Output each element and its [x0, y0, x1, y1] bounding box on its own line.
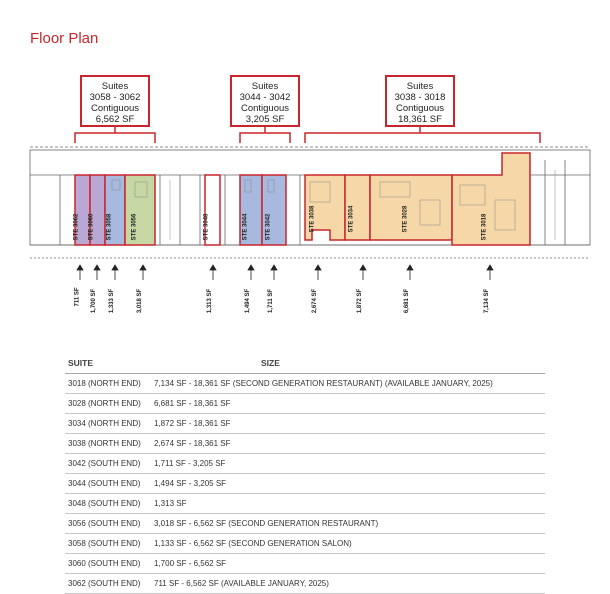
- table-row: [65, 554, 545, 574]
- sf-label: 1,313 SF: [207, 288, 214, 314]
- suite-3018-area: [452, 153, 530, 245]
- table-row: [65, 374, 545, 394]
- callout-line: Contiguous: [240, 103, 290, 114]
- suite-cell: 3058 (SOUTH END): [65, 534, 151, 554]
- sf-label: 1,711 SF: [268, 288, 275, 314]
- table-row: [65, 434, 545, 454]
- size-cell: 2,674 SF - 18,361 SF: [151, 434, 545, 454]
- table-row: [65, 494, 545, 514]
- callout-line: Suites: [251, 81, 279, 92]
- size-cell: 1,313 SF: [151, 494, 545, 514]
- suite-cell: 3042 (SOUTH END): [65, 454, 151, 474]
- callout-suites-3058-3062: [80, 75, 150, 127]
- sf-label: 1,333 SF: [109, 288, 116, 314]
- size-cell: 1,494 SF - 3,205 SF: [151, 474, 545, 494]
- suite-tag: STE 3042: [265, 213, 272, 241]
- table-row: [65, 454, 545, 474]
- table-row: [65, 574, 545, 594]
- sf-label: 7,134 SF: [484, 288, 491, 314]
- callout-line: Suites: [101, 81, 129, 92]
- suite-size-table: [65, 353, 545, 594]
- size-cell: 3,018 SF - 6,562 SF (SECOND GENERATION RESTAURANT): [151, 514, 545, 534]
- callout-line: 3058 - 3062: [89, 92, 141, 103]
- size-cell: 1,133 SF - 6,562 SF (SECOND GENERATION SALON): [151, 534, 545, 554]
- dimension-arrows: [77, 265, 493, 280]
- callout-suites-3044-3042: [230, 75, 300, 127]
- suite-tag: STE 3062: [73, 213, 80, 241]
- suite-tag: STE 3018: [481, 213, 488, 241]
- callout-line: 3,205 SF: [245, 114, 285, 125]
- sf-label: 6,681 SF: [404, 288, 411, 314]
- table-row: [65, 394, 545, 414]
- size-column-header: SIZE: [151, 353, 545, 374]
- size-cell: 1,700 SF - 6,562 SF: [151, 554, 545, 574]
- callout-line: Contiguous: [395, 103, 445, 114]
- callout-suites-3038-3018: [385, 75, 455, 127]
- suite-tag: STE 3048: [203, 213, 210, 241]
- size-cell: 711 SF - 6,562 SF (AVAILABLE JANUARY, 2025): [151, 574, 545, 594]
- suite-3056-area: [125, 175, 155, 245]
- suite-cell: 3060 (SOUTH END): [65, 554, 151, 574]
- size-cell: 7,134 SF - 18,361 SF (SECOND GENERATION RESTAURANT) (AVAILABLE JANUARY, 2025): [151, 374, 545, 394]
- suite-cell: 3056 (SOUTH END): [65, 514, 151, 534]
- suite-tag: STE 3060: [88, 213, 95, 241]
- callout-line: 3044 - 3042: [239, 92, 291, 103]
- suite-tag: STE 3056: [131, 213, 138, 241]
- suite-cell: 3048 (SOUTH END): [65, 494, 151, 514]
- suite-tag: STE 3058: [106, 213, 113, 241]
- callout-line: Contiguous: [90, 103, 140, 114]
- page-title: Floor Plan: [30, 30, 99, 47]
- sf-label: 1,700 SF: [91, 288, 98, 314]
- callout-leaders: [75, 126, 540, 143]
- callout-line: 3038 - 3018: [394, 92, 446, 103]
- table-row: [65, 474, 545, 494]
- suite-column-header: SUITE: [65, 353, 151, 374]
- table-row: [65, 534, 545, 554]
- sf-label: 2,674 SF: [312, 288, 319, 314]
- suite-3028-area: [370, 175, 452, 240]
- table-header-row: [65, 353, 545, 374]
- size-cell: 1,711 SF - 3,205 SF: [151, 454, 545, 474]
- suite-tag: STE 3044: [242, 213, 249, 241]
- suite-cell: 3034 (NORTH END): [65, 414, 151, 434]
- sf-label: 1,872 SF: [357, 288, 364, 314]
- callout-line: 18,361 SF: [398, 114, 442, 125]
- size-cell: 6,681 SF - 18,361 SF: [151, 394, 545, 414]
- suite-tag: STE 3038: [309, 205, 316, 233]
- callout-line: 6,562 SF: [95, 114, 135, 125]
- sf-label: 1,494 SF: [245, 288, 252, 314]
- suite-tag: STE 3028: [402, 205, 409, 233]
- sf-label: 3,018 SF: [137, 288, 144, 314]
- suite-tag: STE 3034: [348, 205, 355, 233]
- suite-cell: 3062 (SOUTH END): [65, 574, 151, 594]
- suite-cell: 3028 (NORTH END): [65, 394, 151, 414]
- table-row: [65, 414, 545, 434]
- suite-cell: 3018 (NORTH END): [65, 374, 151, 394]
- callout-line: Suites: [406, 81, 434, 92]
- table-row: [65, 514, 545, 534]
- suite-cell: 3044 (SOUTH END): [65, 474, 151, 494]
- suite-cell: 3038 (NORTH END): [65, 434, 151, 454]
- size-cell: 1,872 SF - 18,361 SF: [151, 414, 545, 434]
- suite-fills: [75, 153, 530, 245]
- sf-label: 711 SF: [74, 287, 81, 307]
